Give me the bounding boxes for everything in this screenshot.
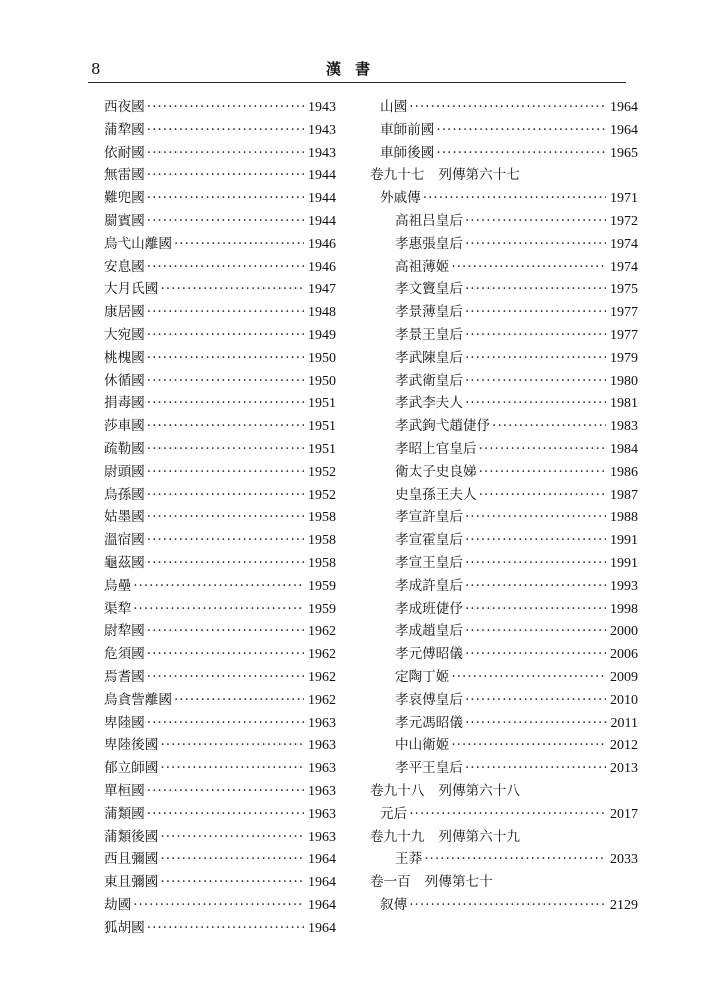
entry-title: 難兜國 <box>104 190 145 207</box>
toc-entry <box>104 757 336 780</box>
entry-title: 衛太子史良娣 <box>395 463 477 480</box>
entry-page-number: 1964 <box>308 897 336 913</box>
entry-title: 蒲犂國 <box>104 121 145 138</box>
entry-title: 孝武陳皇后 <box>395 349 463 366</box>
entry-page-number: 1962 <box>308 647 336 663</box>
toc-entry <box>104 233 336 256</box>
dot-leader <box>479 484 606 507</box>
entry-page-number: 1947 <box>308 282 336 298</box>
toc-entry <box>370 712 638 735</box>
dot-leader <box>147 324 304 347</box>
toc-entry <box>370 438 638 461</box>
toc-entry <box>370 848 638 871</box>
toc-entry <box>104 734 336 757</box>
entry-title: 孝武鉤弋趙倢伃 <box>395 418 491 435</box>
chapter-heading <box>370 871 638 894</box>
toc-entry <box>104 689 336 712</box>
entry-page-number: 1974 <box>610 259 638 275</box>
toc-entry <box>104 415 336 438</box>
dot-leader <box>147 119 304 142</box>
page-number: 8 <box>91 60 101 78</box>
dot-leader <box>451 666 606 689</box>
toc-left-column <box>104 96 336 939</box>
chapter-title: 列傳第六十九 <box>438 828 520 845</box>
toc-entry <box>104 484 336 507</box>
entry-title: 無雷國 <box>104 167 145 184</box>
entry-title: 孝昭上官皇后 <box>395 440 477 457</box>
entry-title: 休循國 <box>104 372 145 389</box>
dot-leader <box>147 780 304 803</box>
dot-leader <box>465 347 606 370</box>
entry-page-number: 1963 <box>308 783 336 799</box>
dot-leader <box>160 734 304 757</box>
toc-entry <box>104 210 336 233</box>
dot-leader <box>465 529 606 552</box>
entry-title: 疏勒國 <box>104 440 145 457</box>
dot-leader <box>147 164 304 187</box>
entry-title: 孝文竇皇后 <box>395 281 463 298</box>
toc-entry <box>370 598 638 621</box>
dot-leader <box>465 301 606 324</box>
entry-title: 大宛國 <box>104 326 145 343</box>
dot-leader <box>409 803 606 826</box>
entry-page-number: 1946 <box>308 259 336 275</box>
dot-leader <box>451 734 606 757</box>
toc-entry <box>370 461 638 484</box>
entry-page-number: 1958 <box>308 510 336 526</box>
entry-page-number: 2017 <box>610 806 638 822</box>
dot-leader <box>465 233 606 256</box>
entry-page-number: 1948 <box>308 305 336 321</box>
toc-entry <box>104 164 336 187</box>
entry-title: 危須國 <box>104 646 145 663</box>
dot-leader <box>465 506 606 529</box>
entry-title: 烏弋山離國 <box>104 235 172 252</box>
entry-page-number: 1964 <box>610 122 638 138</box>
toc-entry <box>370 210 638 233</box>
entry-page-number: 1964 <box>610 100 638 115</box>
entry-page-number: 1943 <box>308 100 336 115</box>
dot-leader <box>465 210 606 233</box>
toc-entry <box>104 96 336 119</box>
chapter-heading <box>370 780 638 803</box>
entry-page-number: 1972 <box>610 213 638 229</box>
dot-leader <box>160 871 304 894</box>
entry-page-number: 2006 <box>610 647 638 663</box>
toc-entry <box>370 96 638 119</box>
entry-page-number: 1944 <box>308 191 336 207</box>
toc-entry <box>104 712 336 735</box>
entry-page-number: 1964 <box>308 920 336 936</box>
entry-title: 高祖吕皇后 <box>395 212 463 229</box>
entry-title: 叙傳 <box>380 896 408 913</box>
toc-entry <box>370 620 638 643</box>
chapter-title: 列傳第六十七 <box>438 167 520 184</box>
entry-page-number: 1951 <box>308 441 336 457</box>
entry-title: 焉耆國 <box>104 668 145 685</box>
dot-leader <box>133 598 304 621</box>
entry-title: 單桓國 <box>104 782 145 799</box>
entry-page-number: 1974 <box>610 236 638 252</box>
entry-page-number: 1965 <box>610 145 638 161</box>
dot-leader <box>147 506 304 529</box>
toc-entry <box>104 666 336 689</box>
entry-page-number: 1951 <box>308 396 336 412</box>
entry-page-number: 1962 <box>308 692 336 708</box>
entry-page-number: 1991 <box>610 533 638 549</box>
entry-page-number: 1962 <box>308 669 336 685</box>
dot-leader <box>160 278 304 301</box>
toc-entry <box>370 142 638 165</box>
entry-title: 郁立師國 <box>104 760 159 777</box>
dot-leader <box>147 347 304 370</box>
toc-entry <box>370 370 638 393</box>
entry-page-number: 1964 <box>308 852 336 868</box>
entry-title: 外戚傳 <box>380 190 421 207</box>
entry-page-number: 1946 <box>308 236 336 252</box>
entry-title: 依耐國 <box>104 144 145 161</box>
entry-title: 孝平王皇后 <box>395 760 463 777</box>
dot-leader <box>160 826 304 849</box>
entry-page-number: 1963 <box>308 829 336 845</box>
entry-page-number: 1980 <box>610 373 638 389</box>
toc-entry <box>370 484 638 507</box>
header-rule <box>88 82 626 83</box>
toc-entry <box>104 278 336 301</box>
toc-entry <box>370 187 638 210</box>
entry-page-number: 2013 <box>610 761 638 777</box>
entry-page-number: 2033 <box>610 852 638 868</box>
entry-page-number: 1977 <box>610 327 638 343</box>
entry-page-number: 1943 <box>308 122 336 138</box>
entry-title: 渠犂 <box>104 600 132 617</box>
toc-entry <box>104 461 336 484</box>
dot-leader <box>436 119 606 142</box>
dot-leader <box>465 552 606 575</box>
dot-leader <box>465 370 606 393</box>
entry-title: 狐胡國 <box>104 919 145 936</box>
entry-page-number: 1952 <box>308 487 336 503</box>
toc-entry <box>370 506 638 529</box>
entry-title: 中山衛姬 <box>395 737 450 754</box>
entry-title: 孝惠張皇后 <box>395 235 463 252</box>
toc-entry <box>104 598 336 621</box>
entry-title: 車師後國 <box>380 144 435 161</box>
entry-page-number: 1991 <box>610 555 638 571</box>
dot-leader <box>465 575 606 598</box>
toc-right-column <box>370 96 638 917</box>
toc-entry <box>370 324 638 347</box>
dot-leader <box>465 324 606 347</box>
entry-page-number: 1949 <box>308 327 336 343</box>
toc-entry <box>104 301 336 324</box>
dot-leader <box>133 894 304 917</box>
dot-leader <box>147 484 304 507</box>
entry-page-number: 1963 <box>308 715 336 731</box>
toc-entry <box>104 620 336 643</box>
entry-title: 捐毒國 <box>104 395 145 412</box>
toc-entry <box>370 757 638 780</box>
dot-leader <box>147 917 304 940</box>
dot-leader <box>423 187 606 210</box>
dot-leader <box>147 552 304 575</box>
toc-entry <box>104 119 336 142</box>
entry-title: 定陶丁姬 <box>395 668 450 685</box>
entry-title: 王莽 <box>395 851 423 868</box>
entry-title: 高祖薄姬 <box>395 258 450 275</box>
entry-page-number: 2010 <box>610 692 638 708</box>
toc-entry <box>370 392 638 415</box>
toc-entry <box>104 506 336 529</box>
dot-leader <box>147 438 304 461</box>
toc-entry <box>370 575 638 598</box>
toc-entry <box>104 826 336 849</box>
dot-leader <box>465 392 606 415</box>
entry-title: 蒲類後國 <box>104 828 159 845</box>
dot-leader <box>147 461 304 484</box>
dot-leader <box>465 620 606 643</box>
entry-title: 姑墨國 <box>104 509 145 526</box>
entry-title: 孝景王皇后 <box>395 326 463 343</box>
entry-page-number: 2129 <box>610 897 638 913</box>
toc-entry <box>104 438 336 461</box>
toc-entry <box>104 187 336 210</box>
entry-title: 尉頭國 <box>104 463 145 480</box>
toc-entry <box>370 894 638 917</box>
entry-page-number: 1983 <box>610 419 638 435</box>
dot-leader <box>147 142 304 165</box>
dot-leader <box>465 643 606 666</box>
toc-entry <box>104 347 336 370</box>
entry-title: 罽賓國 <box>104 212 145 229</box>
chapter-title: 列傳第七十 <box>424 874 493 891</box>
dot-leader <box>160 848 304 871</box>
toc-entry <box>104 871 336 894</box>
entry-page-number: 1950 <box>308 350 336 366</box>
toc-entry <box>370 301 638 324</box>
dot-leader <box>147 370 304 393</box>
entry-page-number: 1963 <box>308 806 336 822</box>
entry-title: 東且彌國 <box>104 874 159 891</box>
entry-title: 蒲類國 <box>104 805 145 822</box>
dot-leader <box>465 278 606 301</box>
entry-title: 史皇孫王夫人 <box>395 486 477 503</box>
toc-entry <box>104 142 336 165</box>
dot-leader <box>479 461 606 484</box>
entry-title: 龜茲國 <box>104 554 145 571</box>
dot-leader <box>436 142 606 165</box>
entry-title: 孝成趙皇后 <box>395 623 463 640</box>
entry-title: 西夜國 <box>104 99 145 115</box>
toc-entry <box>370 803 638 826</box>
entry-page-number: 1975 <box>610 282 638 298</box>
dot-leader <box>147 620 304 643</box>
entry-page-number: 1964 <box>308 875 336 891</box>
entry-page-number: 1958 <box>308 533 336 549</box>
chapter-number: 卷九十七 <box>370 167 425 184</box>
entry-title: 卑陸後國 <box>104 737 159 754</box>
entry-page-number: 2000 <box>610 624 638 640</box>
entry-title: 烏壘 <box>104 577 132 594</box>
dot-leader <box>409 96 606 119</box>
toc-entry <box>104 324 336 347</box>
chapter-heading <box>370 826 638 849</box>
entry-page-number: 1962 <box>308 624 336 640</box>
toc-entry <box>104 529 336 552</box>
entry-page-number: 1952 <box>308 464 336 480</box>
dot-leader <box>160 757 304 780</box>
entry-page-number: 1993 <box>610 578 638 594</box>
chapter-heading <box>370 164 638 187</box>
dot-leader <box>147 210 304 233</box>
entry-page-number: 1979 <box>610 350 638 366</box>
toc-entry <box>104 848 336 871</box>
entry-page-number: 1971 <box>610 191 638 207</box>
dot-leader <box>409 894 606 917</box>
toc-entry <box>370 689 638 712</box>
running-title: 漢書 <box>326 60 385 78</box>
entry-page-number: 1963 <box>308 738 336 754</box>
dot-leader <box>492 415 606 438</box>
toc-entry <box>370 233 638 256</box>
entry-title: 孝元傅昭儀 <box>395 646 463 663</box>
entry-page-number: 1943 <box>308 145 336 161</box>
entry-title: 溫宿國 <box>104 532 145 549</box>
dot-leader <box>465 598 606 621</box>
entry-title: 劫國 <box>104 896 132 913</box>
entry-page-number: 1958 <box>308 555 336 571</box>
dot-leader <box>147 643 304 666</box>
dot-leader <box>465 757 606 780</box>
entry-title: 元后 <box>380 805 408 822</box>
entry-page-number: 1977 <box>610 305 638 321</box>
toc-entry <box>370 347 638 370</box>
entry-title: 桃槐國 <box>104 349 145 366</box>
entry-page-number: 1950 <box>308 373 336 389</box>
entry-title: 孝宣霍皇后 <box>395 532 463 549</box>
chapter-number: 卷九十九 <box>370 828 425 845</box>
dot-leader <box>174 233 304 256</box>
toc-entry <box>370 415 638 438</box>
dot-leader <box>147 392 304 415</box>
dot-leader <box>147 415 304 438</box>
entry-title: 烏貪訾離國 <box>104 691 172 708</box>
toc-entry <box>370 552 638 575</box>
entry-title: 孝宣王皇后 <box>395 554 463 571</box>
dot-leader <box>147 529 304 552</box>
dot-leader <box>147 803 304 826</box>
toc-entry <box>370 666 638 689</box>
entry-title: 西且彌國 <box>104 851 159 868</box>
toc-entry <box>104 780 336 803</box>
entry-title: 孝宣許皇后 <box>395 509 463 526</box>
toc-entry <box>104 803 336 826</box>
entry-title: 安息國 <box>104 258 145 275</box>
entry-page-number: 1986 <box>610 464 638 480</box>
chapter-title: 列傳第六十八 <box>438 782 520 799</box>
entry-page-number: 1963 <box>308 761 336 777</box>
entry-title: 莎車國 <box>104 418 145 435</box>
entry-page-number: 1944 <box>308 213 336 229</box>
toc-entry <box>370 529 638 552</box>
toc-entry <box>104 894 336 917</box>
entry-page-number: 1998 <box>610 601 638 617</box>
chapter-number: 卷九十八 <box>370 782 425 799</box>
entry-page-number: 1988 <box>610 510 638 526</box>
toc-entry <box>104 370 336 393</box>
dot-leader <box>465 712 607 735</box>
toc-entry <box>370 278 638 301</box>
entry-title: 尉犂國 <box>104 623 145 640</box>
toc-entry <box>104 552 336 575</box>
toc-entry <box>104 575 336 598</box>
entry-page-number: 2012 <box>610 738 638 754</box>
entry-title: 孝哀傅皇后 <box>395 691 463 708</box>
dot-leader <box>174 689 304 712</box>
dot-leader <box>479 438 606 461</box>
entry-page-number: 1987 <box>610 487 638 503</box>
entry-page-number: 1944 <box>308 168 336 184</box>
toc-entry <box>370 734 638 757</box>
chapter-number: 卷一百 <box>370 874 411 891</box>
entry-page-number: 1981 <box>610 396 638 412</box>
toc-entry <box>104 643 336 666</box>
dot-leader <box>147 96 304 119</box>
dot-leader <box>147 301 304 324</box>
toc-entry <box>370 643 638 666</box>
entry-title: 孝元馮昭儀 <box>395 714 463 731</box>
dot-leader <box>465 689 606 712</box>
toc-entry <box>104 917 336 940</box>
entry-page-number: 1984 <box>610 441 638 457</box>
dot-leader <box>147 187 304 210</box>
entry-title: 孝武李夫人 <box>395 395 463 412</box>
entry-page-number: 1951 <box>308 419 336 435</box>
dot-leader <box>133 575 304 598</box>
dot-leader <box>451 256 606 279</box>
toc-entry <box>104 392 336 415</box>
entry-title: 山國 <box>380 99 408 115</box>
entry-title: 卑陸國 <box>104 714 145 731</box>
entry-title: 孝武衛皇后 <box>395 372 463 389</box>
dot-leader <box>147 666 304 689</box>
entry-title: 孝成班倢伃 <box>395 600 463 617</box>
dot-leader <box>424 848 606 871</box>
toc-entry <box>370 256 638 279</box>
entry-page-number: 1959 <box>308 601 336 617</box>
entry-title: 孝景薄皇后 <box>395 304 463 321</box>
entry-page-number: 1959 <box>308 578 336 594</box>
toc-entry <box>104 256 336 279</box>
entry-page-number: 2011 <box>610 715 638 731</box>
entry-title: 車師前國 <box>380 121 435 138</box>
entry-title: 大月氏國 <box>104 281 159 298</box>
dot-leader <box>147 256 304 279</box>
dot-leader <box>147 712 304 735</box>
toc-entry <box>370 119 638 142</box>
entry-page-number: 2009 <box>610 669 638 685</box>
entry-title: 烏孫國 <box>104 486 145 503</box>
entry-title: 孝成許皇后 <box>395 577 463 594</box>
entry-title: 康居國 <box>104 304 145 321</box>
